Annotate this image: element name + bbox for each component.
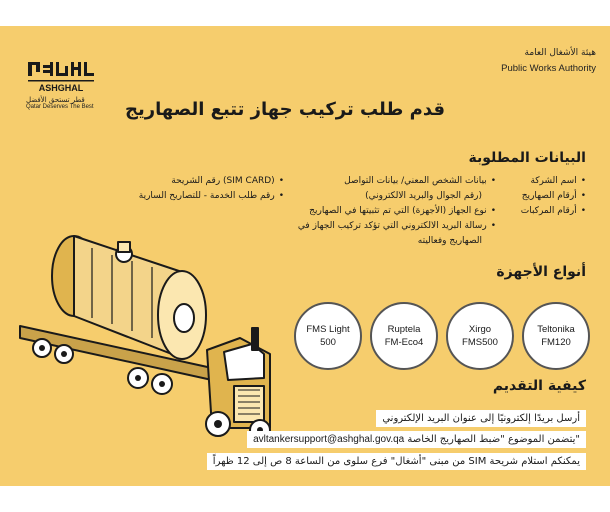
device-name: Ruptela [387, 324, 421, 335]
device-name: FMS Light [306, 324, 350, 335]
list-item-continued: الصهاريج وفعاليته [417, 236, 482, 246]
page-title: قدم طلب تركيب جهاز تتبع الصهاريج [124, 99, 446, 120]
device-types-heading: أنواع الأجهزة [496, 264, 586, 280]
device-teltonika [522, 302, 590, 370]
support-email-link[interactable]: avltankersupport@ashghal.gov.qa [253, 434, 405, 445]
list-item: • نوع الجهاز (الأجهزة) التي تم تثبيتها في الصهاريج [296, 204, 496, 219]
list-item: • رقم طلب الخدمة - للتصاريح السارية [124, 189, 284, 204]
list-item: • أرقام الصهاريج [506, 189, 586, 204]
list-item: • رسالة البريد الالكتروني التي تؤكد تركيب الجهاز في [296, 219, 496, 234]
list-item: • (SIM CARD) رقم الشريحة [124, 174, 284, 189]
required-list-col1 [506, 174, 586, 219]
device-name: Teltonika [537, 324, 575, 335]
required-data-heading: البيانات المطلوبة [468, 150, 586, 166]
device-xirgo [446, 302, 514, 370]
list-item-continued: (رقم الجوال والبريد الالكتروني) [365, 191, 482, 201]
logo-wordmark: ASHGHAL [38, 83, 84, 93]
ashghal-logo-icon [26, 60, 96, 94]
required-list-col2 [296, 174, 496, 249]
device-model: FMS500 [462, 337, 498, 348]
device-model: FM120 [541, 337, 571, 348]
apply-instruction-line1: أرسل بريدًا إلكترونيًا إلى عنوان البريد الإلكتروني [376, 410, 586, 427]
list-item: • بيانات الشخص المعني/ بيانات التواصل [296, 174, 496, 189]
logo-tagline-ar: قطر تستحق الأفضل [26, 96, 85, 104]
list-item: • أرقام المركبات [506, 204, 586, 219]
subject-text: "يتضمن الموضوع "ضبط الصهاريج الخاصة [407, 434, 580, 445]
tanker-truck-icon [12, 218, 282, 448]
device-model: 500 [320, 337, 336, 348]
list-item: • اسم الشركة [506, 174, 586, 189]
apply-instruction-line3: يمكنكم استلام شريحة SIM من مبنى "أشغال" فرع سلوى من الساعة 8 ص إلى 12 ظهراً [207, 453, 586, 470]
poster [0, 26, 610, 486]
device-fms-light [294, 302, 362, 370]
device-model: FM-Eco4 [384, 337, 424, 348]
authority-name-en: Public Works Authority [501, 63, 596, 74]
device-name: Xirgo [468, 324, 492, 335]
required-list-col3 [124, 174, 284, 204]
how-to-apply-heading: كيفية التقديم [492, 378, 586, 394]
logo-tagline-en: Qatar Deserves The Best [26, 104, 94, 110]
authority-name-ar: هيئة الأشغال العامة [524, 48, 596, 58]
device-ruptela [370, 302, 438, 370]
apply-instruction-line2 [247, 431, 586, 448]
